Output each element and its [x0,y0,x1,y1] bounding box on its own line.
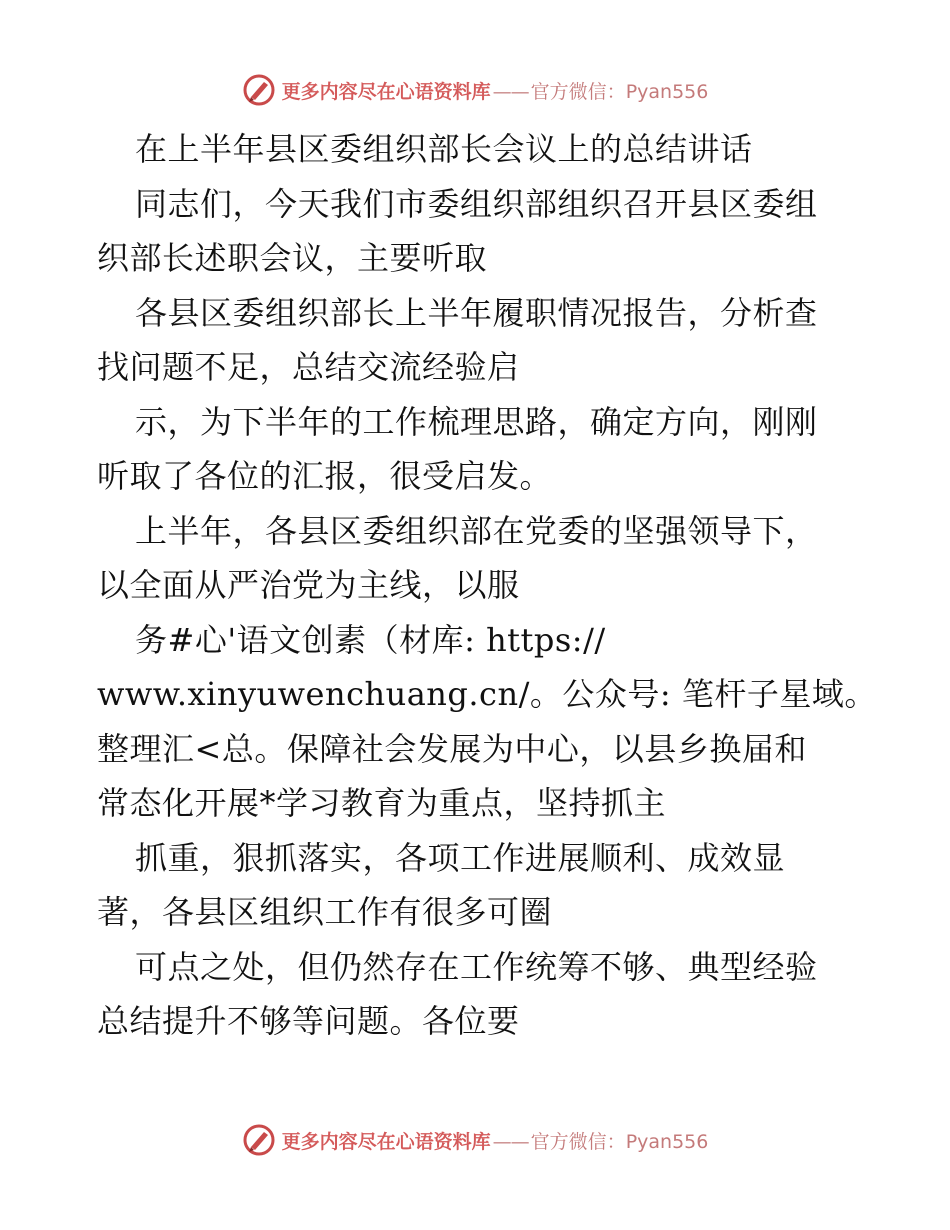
banner-main-text: 更多内容尽在心语资料库 [281,80,491,103]
paragraph-line: 各县区委组织部长上半年履职情况报告，分析查 [135,293,818,332]
paragraph-line: 常态化开展*学习教育为重点，坚持抓主 [97,784,667,822]
banner-separator: —— [492,1130,529,1153]
banner-main-text: 更多内容尽在心语资料库 [281,1130,491,1153]
footer-banner [0,1120,950,1160]
paragraph-line: 以全面从严治党为主线，以服 [97,566,520,604]
document-title: 在上半年县区委组织部长会议上的总结讲话 [135,130,753,168]
paragraph-line: 示，为下半年的工作梳理思路，确定方向，刚刚 [135,402,818,441]
paragraph-line: 听取了各位的汇报，很受启发。 [97,457,553,495]
document-body [97,122,887,1049]
paragraph-line: 总结提升不够等问题。各位要 [97,1002,520,1040]
paragraph-line: 上半年，各县区委组织部在党委的坚强领导下， [135,511,818,550]
pen-logo-icon [242,73,276,107]
pen-logo-icon [242,1123,276,1157]
paragraph-line: 找问题不足，总结交流经验启 [97,348,520,386]
banner-separator: —— [492,80,529,103]
header-banner [0,70,950,110]
paragraph-line: 务#心'语文创素（材库: https:// [135,620,606,659]
paragraph-line: 抓重，狠抓落实，各项工作进展顺利、成效显 [135,838,786,877]
paragraph-line: 同志们，今天我们市委组织部组织召开县区委组 [135,184,818,223]
paragraph-line: 整理汇<总。保障社会发展为中心，以县乡换届和 [97,729,807,768]
paragraph-line: 织部长述职会议，主要听取 [97,239,488,277]
banner-wechat-id: Pyan556 [625,80,709,103]
banner-wechat-label: 官方微信： [530,80,626,103]
paragraph-line: 著，各县区组织工作有很多可圈 [97,893,553,931]
banner-wechat-id: Pyan556 [625,1130,709,1153]
paragraph-line: 可点之处，但仍然存在工作统筹不够、典型经验 [135,947,818,986]
banner-wechat-label: 官方微信： [530,1130,626,1153]
paragraph-line: www.xinyuwenchuang.cn/。公众号: 笔杆子星域。 [97,675,877,713]
